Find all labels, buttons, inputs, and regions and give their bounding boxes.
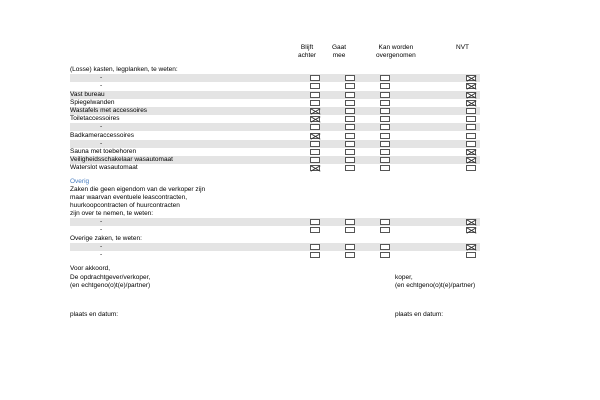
row-label: - xyxy=(100,218,103,225)
checklist-row xyxy=(70,140,480,148)
checkbox-blijft[interactable] xyxy=(310,244,320,250)
checkbox-gaat[interactable] xyxy=(345,252,355,258)
column-header-kan: Kan worden overgenomen xyxy=(376,44,416,59)
checkbox-gaat[interactable] xyxy=(345,116,355,122)
overig-intro-line-3: huurkoopcontracten of huurcontracten xyxy=(70,202,180,209)
checkbox-gaat[interactable] xyxy=(345,108,355,114)
checklist-row xyxy=(70,107,480,115)
overige-zaken-row xyxy=(70,243,480,251)
row-label: Vast bureau xyxy=(70,90,105,98)
checkbox-blijft[interactable] xyxy=(310,124,320,130)
checkbox-kan[interactable] xyxy=(380,133,390,139)
column-header-blijft: Blijft achter xyxy=(298,44,317,59)
koper-partner-label: (en echtgeno(o)t(e)/partner) xyxy=(395,282,476,289)
checklist-row xyxy=(70,148,480,156)
checkbox-kan[interactable] xyxy=(380,157,390,163)
row-label: Veiligheidsschakelaar wasautomaat xyxy=(70,156,173,164)
checkbox-kan[interactable] xyxy=(380,124,390,130)
checkbox-gaat[interactable] xyxy=(345,141,355,147)
overige-zaken-heading: Overige zaken, te weten: xyxy=(70,235,142,242)
checkbox-nvt[interactable] xyxy=(466,165,476,171)
checkbox-kan[interactable] xyxy=(380,100,390,106)
overige-zaken-row xyxy=(70,251,480,259)
overig-intro-line-2: maar waarvan eventuele leascontracten, xyxy=(70,194,188,201)
checkbox-kan[interactable] xyxy=(380,108,390,114)
koper-label: koper, xyxy=(395,274,413,281)
checkbox-kan[interactable] xyxy=(380,252,390,258)
checklist-row xyxy=(70,123,480,131)
checkbox-kan[interactable] xyxy=(380,165,390,171)
overig-intro-line-4: zijn over te nemen, te weten: xyxy=(70,210,154,217)
checkbox-kan[interactable] xyxy=(380,83,390,89)
column-header-nvt: NVT xyxy=(456,44,469,51)
checkbox-gaat[interactable] xyxy=(345,227,355,233)
opdrachtgever-label: De opdrachtgever/verkoper, xyxy=(70,274,151,281)
checkbox-blijft[interactable] xyxy=(310,165,320,171)
checkbox-nvt[interactable] xyxy=(466,100,476,106)
checkbox-nvt[interactable] xyxy=(466,252,476,258)
checkbox-nvt[interactable] xyxy=(466,227,476,233)
overig-row xyxy=(70,218,480,226)
row-label: Toiletaccessoires xyxy=(70,115,120,123)
checklist-row xyxy=(70,82,480,90)
checkbox-blijft[interactable] xyxy=(310,83,320,89)
checkbox-kan[interactable] xyxy=(380,244,390,250)
checkbox-kan[interactable] xyxy=(380,219,390,225)
row-label: Badkameraccessoires xyxy=(70,131,134,139)
plaats-datum-right: plaats en datum: xyxy=(395,311,444,318)
checkbox-gaat[interactable] xyxy=(345,133,355,139)
checklist-row xyxy=(70,115,480,123)
checkbox-gaat[interactable] xyxy=(345,244,355,250)
checkbox-kan[interactable] xyxy=(380,149,390,155)
checkbox-gaat[interactable] xyxy=(345,157,355,163)
row-label: - xyxy=(100,139,103,147)
checkbox-nvt[interactable] xyxy=(466,219,476,225)
checklist-row xyxy=(70,156,480,164)
checkbox-nvt[interactable] xyxy=(466,83,476,89)
checkbox-kan[interactable] xyxy=(380,75,390,81)
row-label: - xyxy=(100,243,103,250)
checkbox-nvt[interactable] xyxy=(466,116,476,122)
row-label: Sauna met toebehoren xyxy=(70,148,137,155)
row-label: - xyxy=(100,226,103,234)
checklist-row xyxy=(70,164,480,172)
checkbox-nvt[interactable] xyxy=(466,133,476,139)
checkbox-blijft[interactable] xyxy=(310,92,320,98)
checkbox-blijft[interactable] xyxy=(310,108,320,114)
opdrachtgever-partner-label: (en echtgeno(o)t(e)/partner) xyxy=(70,282,151,289)
row-label: - xyxy=(100,74,103,82)
checkbox-nvt[interactable] xyxy=(466,75,476,81)
checklist-row xyxy=(70,99,480,107)
row-label: (Losse) kasten, legplanken, te weten: xyxy=(70,66,178,73)
checkbox-gaat[interactable] xyxy=(345,219,355,225)
checklist-row xyxy=(70,66,480,74)
checkbox-blijft[interactable] xyxy=(310,116,320,122)
checkbox-blijft[interactable] xyxy=(310,100,320,106)
row-label: - xyxy=(100,123,103,131)
checkbox-kan[interactable] xyxy=(380,141,390,147)
checkbox-kan[interactable] xyxy=(380,116,390,122)
checkbox-gaat[interactable] xyxy=(345,165,355,171)
checkbox-blijft[interactable] xyxy=(310,252,320,258)
checkbox-nvt[interactable] xyxy=(466,92,476,98)
checkbox-blijft[interactable] xyxy=(310,157,320,163)
checkbox-nvt[interactable] xyxy=(466,157,476,163)
checkbox-nvt[interactable] xyxy=(466,244,476,250)
checkbox-gaat[interactable] xyxy=(345,149,355,155)
checkbox-gaat[interactable] xyxy=(345,100,355,106)
checklist-row xyxy=(70,132,480,140)
row-label: - xyxy=(100,82,103,90)
checkbox-gaat[interactable] xyxy=(345,75,355,81)
checkbox-nvt[interactable] xyxy=(466,108,476,114)
checkbox-blijft[interactable] xyxy=(310,227,320,233)
checkbox-kan[interactable] xyxy=(380,92,390,98)
checkbox-gaat[interactable] xyxy=(345,124,355,130)
plaats-datum-left: plaats en datum: xyxy=(70,311,119,318)
row-label: Wastafels met accessoires xyxy=(70,107,148,114)
checkbox-blijft[interactable] xyxy=(310,141,320,147)
checkbox-gaat[interactable] xyxy=(345,83,355,89)
checkbox-blijft[interactable] xyxy=(310,149,320,155)
checklist-row xyxy=(70,91,480,99)
checkbox-kan[interactable] xyxy=(380,227,390,233)
checkbox-nvt[interactable] xyxy=(466,124,476,130)
overig-intro-line-1: Zaken die geen eigendom van de verkoper zijn xyxy=(70,186,206,193)
column-header-gaat: Gaat mee xyxy=(332,44,347,59)
checkbox-nvt[interactable] xyxy=(466,149,476,155)
overig-row xyxy=(70,226,480,234)
checkbox-nvt[interactable] xyxy=(466,141,476,147)
row-label: Spiegelwanden xyxy=(70,98,115,106)
row-label: - xyxy=(100,251,103,259)
voor-akkoord-text: Voor akkoord, xyxy=(70,265,111,272)
checkbox-blijft[interactable] xyxy=(310,75,320,81)
checkbox-blijft[interactable] xyxy=(310,219,320,225)
checkbox-gaat[interactable] xyxy=(345,92,355,98)
overig-heading: Overig xyxy=(70,178,90,185)
row-label: Waterslot wasautomaat xyxy=(70,164,138,172)
checklist-row xyxy=(70,74,480,82)
checkbox-blijft[interactable] xyxy=(310,133,320,139)
